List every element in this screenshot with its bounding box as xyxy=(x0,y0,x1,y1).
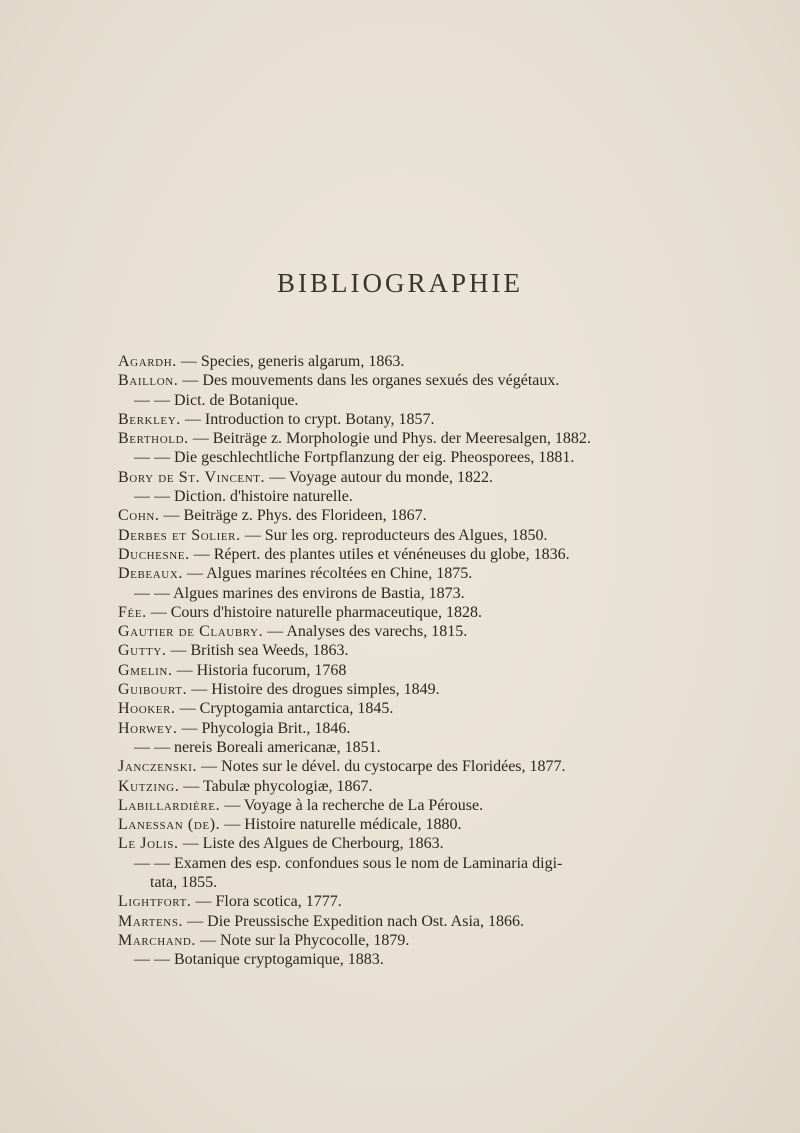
entry-text: — Notes sur le dével. du cystocarpe des Floridées, 1877. xyxy=(197,758,566,776)
entry-text: — Die geschlechtliche Fortpflanzung der eig. Pheosporees, 1881. xyxy=(154,449,575,467)
bibliography-entry xyxy=(118,854,574,893)
entry-text: — Diction. d'histoire naturelle. xyxy=(154,488,353,506)
entry-text: — Beiträge z. Phys. des Florideen, 1867. xyxy=(159,507,427,525)
entry-author: Horwey. xyxy=(118,719,178,737)
entry-author: — xyxy=(134,488,154,506)
entry-text: — Note sur la Phycocolle, 1879. xyxy=(196,931,410,949)
entry-text: — Sur les org. reproducteurs des Algues, 1850. xyxy=(240,526,548,544)
entry-author: Fée. xyxy=(118,603,147,621)
bibliography-entry xyxy=(118,564,588,583)
bibliography-entry xyxy=(118,506,588,525)
entry-text: — Algues marines récoltées en Chine, 1875. xyxy=(182,565,473,583)
entry-text: — Phycologia Brit., 1846. xyxy=(177,719,351,737)
entry-author: Gutty. xyxy=(118,642,167,660)
entry-author: Le Jolis. xyxy=(118,835,179,853)
bibliography-entry xyxy=(118,912,588,931)
bibliography-entry xyxy=(118,545,588,564)
entry-text: — Analyses des varechs, 1815. xyxy=(263,623,468,641)
bibliography-entry xyxy=(118,661,588,680)
bibliography-entry xyxy=(118,641,588,660)
entry-text: — Algues marines des environs de Bastia, 1873. xyxy=(154,584,465,602)
entry-author: Gautier de Claubry. xyxy=(118,623,264,641)
entry-author: — xyxy=(134,449,154,467)
entry-text: — Botanique cryptogamique, 1883. xyxy=(154,951,384,969)
bibliography-entry xyxy=(118,391,588,410)
entry-author: Janczenski. xyxy=(118,758,198,776)
entry-text: — Liste des Algues de Cherbourg, 1863. xyxy=(178,835,444,853)
entry-author: Labillardière. xyxy=(118,796,221,814)
entry-text: — Flora scotica, 1777. xyxy=(191,893,342,911)
bibliography-entry xyxy=(118,468,588,487)
bibliography-entry xyxy=(118,796,588,815)
entry-author: Gmelin. xyxy=(118,661,173,679)
bibliography-entry xyxy=(118,622,588,641)
entry-text: — nereis Boreali americanæ, 1851. xyxy=(154,738,381,756)
entry-author: Berkley. xyxy=(118,410,181,428)
entry-text: — Die Preussische Expedition nach Ost. Asia, 1866. xyxy=(183,912,524,930)
bibliography-entry xyxy=(118,352,588,371)
entry-text: — Tabulæ phycologiæ, 1867. xyxy=(179,777,373,795)
entry-author: Derbes et Solier. xyxy=(118,526,241,544)
entry-text: — Dict. de Botanique. xyxy=(154,391,299,409)
entry-author: — xyxy=(134,738,154,756)
entry-author: Baillon. xyxy=(118,372,179,390)
entry-author: Martens. xyxy=(118,912,184,930)
entry-text: — Historia fucorum, 1768 xyxy=(172,661,347,679)
entry-author: — xyxy=(134,584,154,602)
entry-author: Kutzing. xyxy=(118,777,180,795)
entry-author: — xyxy=(134,391,154,409)
entry-author: — xyxy=(134,854,154,872)
bibliography-entry xyxy=(118,603,588,622)
entry-author: — xyxy=(134,951,154,969)
bibliography-entry xyxy=(118,931,588,950)
entry-author: Lightfort. xyxy=(118,893,192,911)
bibliography-entry xyxy=(118,487,588,506)
entry-author: Guibourt. xyxy=(118,681,188,699)
bibliography-entry xyxy=(118,371,588,390)
bibliography-entry xyxy=(118,834,588,853)
bibliography-entry xyxy=(118,699,588,718)
entry-text: — Species, generis algarum, 1863. xyxy=(176,353,405,370)
entry-text: — Des mouvements dans les organes sexués des végétaux. xyxy=(178,372,560,390)
bibliography-entry xyxy=(118,680,588,699)
entry-text: — Cours d'histoire naturelle pharmaceutique, 1828. xyxy=(146,603,482,621)
bibliography-entry xyxy=(118,448,588,467)
entry-text: — Répert. des plantes utiles et vénéneuses du globe, 1836. xyxy=(189,545,570,563)
entry-text: — Cryptogamia antarctica, 1845. xyxy=(175,700,394,718)
bibliography-entry xyxy=(118,719,588,738)
entry-author: Berthold. xyxy=(118,430,189,448)
entry-text: — British sea Weeds, 1863. xyxy=(166,642,349,660)
entry-text: — Examen des esp. confondues sous le nom de Laminaria digi- xyxy=(154,854,563,872)
entry-author: Duchesne. xyxy=(118,545,190,563)
entry-author: Agardh. xyxy=(118,353,177,370)
bibliography-list xyxy=(118,352,591,970)
entry-author: Lanessan (de). xyxy=(118,816,221,834)
entry-text: — Beiträge z. Morphologie und Phys. der Meeresalgen, 1882. xyxy=(188,430,591,448)
bibliography-entry xyxy=(118,738,588,757)
entry-text: — Histoire des drogues simples, 1849. xyxy=(187,681,440,699)
entry-text: — Voyage à la recherche de La Pérouse. xyxy=(220,796,484,814)
bibliography-entry xyxy=(118,950,588,969)
bibliography-entry xyxy=(118,815,588,834)
bibliography-entry xyxy=(118,526,588,545)
entry-author: Debeaux. xyxy=(118,565,183,583)
bibliography-entry xyxy=(118,777,588,796)
bibliography-entry xyxy=(118,410,588,429)
bibliography-entry xyxy=(118,892,588,911)
entry-author: Cohn. xyxy=(118,507,160,525)
entry-text: — Voyage autour du monde, 1822. xyxy=(265,468,493,486)
entry-author: Bory de St. Vincent. xyxy=(118,468,266,486)
page-title: BIBLIOGRAPHIE xyxy=(277,268,523,298)
entry-continuation: tata, 1855. xyxy=(150,874,218,892)
entry-author: Hooker. xyxy=(118,700,176,718)
bibliography-entry xyxy=(118,429,591,448)
bibliography-entry xyxy=(118,584,588,603)
entry-text: — Histoire naturelle médicale, 1880. xyxy=(220,816,462,834)
entry-text: — Introduction to crypt. Botany, 1857. xyxy=(180,410,435,428)
entry-author: Marchand. xyxy=(118,931,197,949)
bibliography-entry xyxy=(118,757,588,776)
